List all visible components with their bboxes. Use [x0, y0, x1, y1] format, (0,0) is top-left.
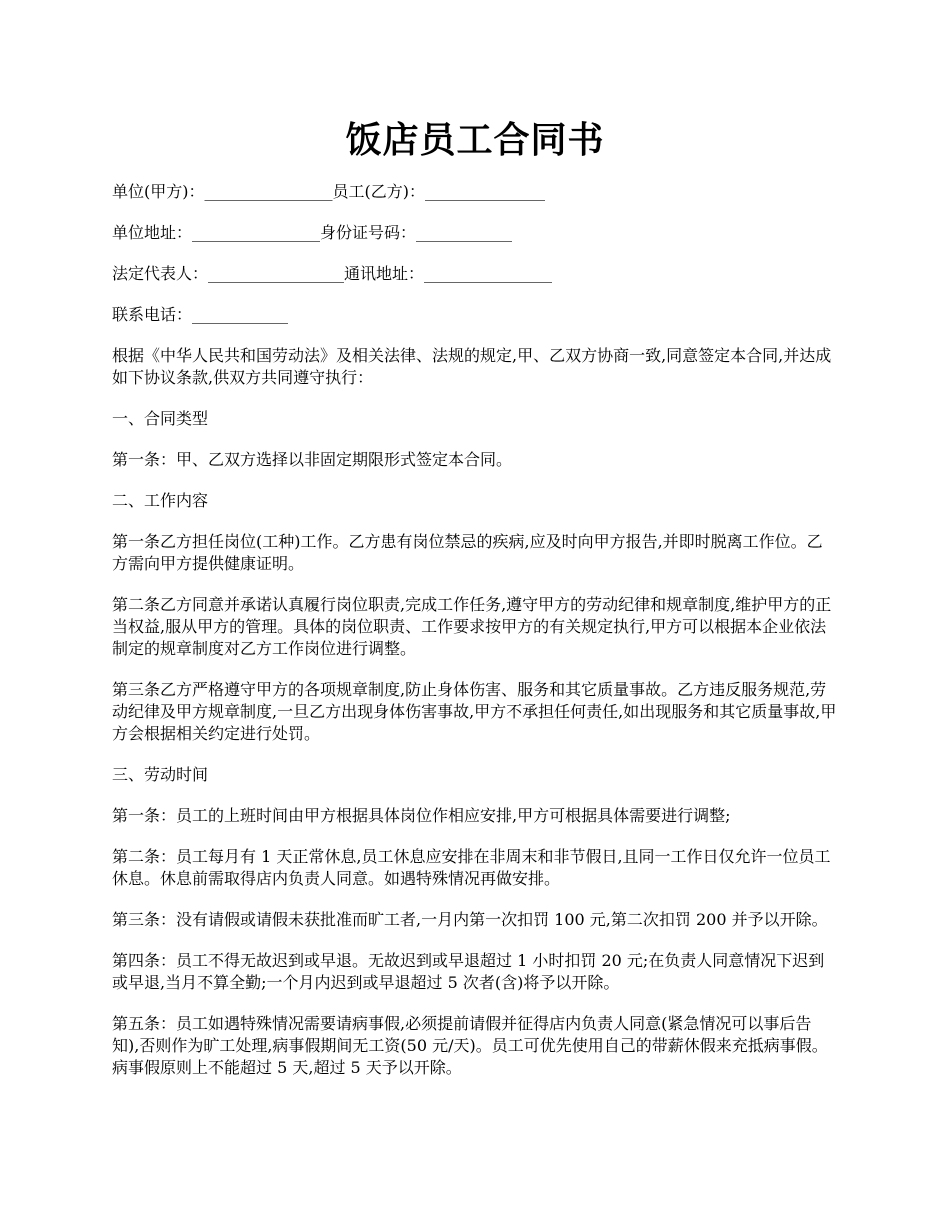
- section-heading-working-hours: 三、劳动时间: [112, 765, 209, 784]
- clause-paragraph: 第三条：没有请假或请假未获批准而旷工者,一月内第一次扣罚 100 元,第二次扣罚 200 并予以开除。: [112, 910, 828, 929]
- clause-paragraph: 第二条乙方同意并承诺认真履行岗位职责,完成工作任务,遵守甲方的劳动纪律和规章制度,维护甲方的正当权益,服从甲方的管理。具体的岗位职责、工作要求按甲方的有关规定执行,甲方可以根据本企业依法制定的规章制度对乙方工作岗位进行调整。: [112, 595, 832, 658]
- employer-employee-field: 单位(甲方)：________________员工(乙方)：_______________: [112, 182, 545, 201]
- section-heading-contract-type: 一、合同类型: [112, 409, 209, 428]
- phone-field: 联系电话：____________: [112, 305, 289, 324]
- clause-paragraph: 第二条：员工每月有 1 天正常休息,员工休息应安排在非周末和非节假日,且同一工作日仅允许一位员工休息。休息前需取得店内负责人同意。如遇特殊情况再做安排。: [112, 847, 831, 888]
- document-title: 饭店员工合同书: [345, 119, 605, 161]
- clause-paragraph: 第四条：员工不得无故迟到或早退。无故迟到或早退超过 1 小时扣罚 20 元;在负责人同意情况下迟到或早退,当月不算全勤;一个月内迟到或早退超过 5 次者(含)将予以开除。: [112, 951, 825, 992]
- address-id-field: 单位地址：________________身份证号码：____________: [112, 223, 513, 242]
- clause-paragraph: 第一条：员工的上班时间由甲方根据具体岗位作相应安排,甲方可根据具体需要进行调整;: [112, 806, 731, 825]
- representative-contact-address-field: 法定代表人：_________________通讯地址：________________: [112, 264, 553, 283]
- clause-paragraph: 第一条乙方担任岗位(工种)工作。乙方患有岗位禁忌的疾病,应及时向甲方报告,并即时脱离工作位。乙方需向甲方提供健康证明。: [112, 532, 823, 573]
- clause-paragraph: 第五条：员工如遇特殊情况需要请病事假,必须提前请假并征得店内负责人同意(紧急情况可以事后告知),否则作为旷工处理,病事假期间无工资(50 元/天)。员工可优先使用自己的带薪休假来充抵病事假。病事假原则上不能超过 5 天,超过 5 天予以开除。: [112, 1014, 828, 1077]
- section-heading-work-content: 二、工作内容: [112, 491, 209, 510]
- clause-paragraph: 第三条乙方严格遵守甲方的各项规章制度,防止身体伤害、服务和其它质量事故。乙方违反服务规范,劳动纪律及甲方规章制度,一旦乙方出现身体伤害事故,甲方不承担任何责任,如出现服务和其它质量事故,甲方会根据相关约定进行处罚。: [112, 680, 837, 743]
- clause-paragraph: 第一条：甲、乙双方选择以非固定期限形式签定本合同。: [112, 450, 513, 469]
- preamble-paragraph: 根据《中华人民共和国劳动法》及相关法律、法规的规定,甲、乙双方协商一致,同意签定本合同,并达成如下协议条款,供双方共同遵守执行：: [112, 346, 832, 387]
